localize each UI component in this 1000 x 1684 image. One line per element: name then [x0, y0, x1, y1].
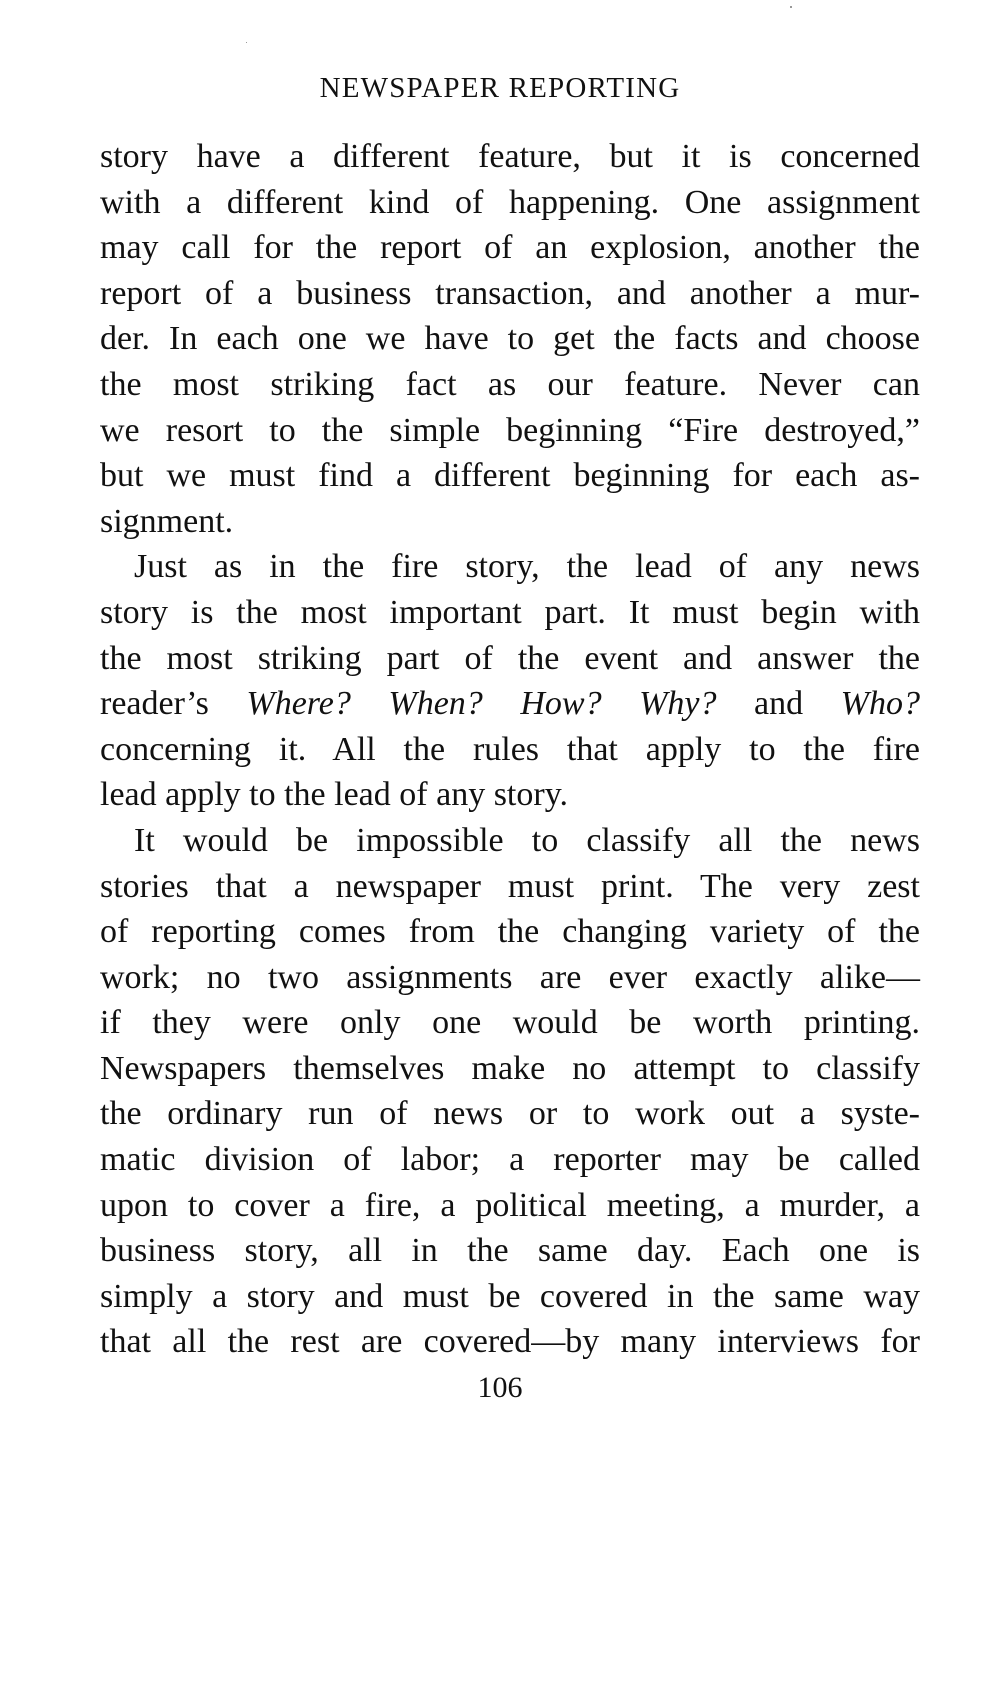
- text-line: business story, all in the same day. Each one is: [100, 1232, 920, 1270]
- text-line: but we must find a different beginning for each as-: [100, 457, 920, 495]
- italic-question-who: Who?: [840, 685, 920, 723]
- text-line: It would be impossible to classify all the news: [134, 821, 920, 859]
- text-line: the most striking part of the event and answer the: [100, 639, 920, 677]
- text-line: story have a different feature, but it is concerned: [100, 138, 920, 175]
- text-line: simply a story and must be covered in the same way: [100, 1277, 920, 1315]
- text-line: that all the rest are covered—by many interviews for: [100, 1323, 920, 1361]
- text-run: and: [716, 685, 841, 723]
- text-line-with-italics: [100, 681, 920, 727]
- text-line: signment.: [100, 502, 234, 540]
- text-line: if they were only one would be worth printing.: [100, 1004, 920, 1042]
- paper-speck: [790, 6, 792, 8]
- text-line: the most striking fact as our feature. Never can: [100, 365, 920, 403]
- text-line: may call for the report of an explosion, another the: [100, 229, 920, 267]
- paper-speck: [246, 42, 247, 43]
- text-line: Just as in the fire story, the lead of any news: [134, 548, 920, 586]
- text-line: Newspapers themselves make no attempt to classify: [100, 1049, 920, 1087]
- text-line: the ordinary run of news or to work out a syste-: [100, 1095, 920, 1133]
- text-line: upon to cover a fire, a political meeting, a murder, a: [100, 1186, 920, 1224]
- text-line: work; no two assignments are ever exactly alike—: [100, 958, 920, 996]
- text-run: reader’s: [100, 685, 247, 723]
- text-line: der. In each one we have to get the facts and choose: [100, 320, 920, 358]
- body-text: [100, 134, 920, 1365]
- text-line: with a different kind of happening. One assignment: [100, 183, 920, 221]
- text-line: of reporting comes from the changing variety of the: [100, 913, 920, 951]
- text-line: matic division of labor; a reporter may be called: [100, 1141, 920, 1179]
- text-line: concerning it. All the rules that apply to the fire: [100, 730, 920, 768]
- text-line: story is the most important part. It must begin with: [100, 593, 920, 631]
- text-line: we resort to the simple beginning “Fire destroyed,”: [100, 411, 920, 449]
- running-head: NEWSPAPER REPORTING: [319, 72, 681, 104]
- italic-questions: Where? When? How? Why?: [246, 685, 717, 723]
- text-line: report of a business transaction, and another a mur-: [100, 274, 920, 312]
- text-line: lead apply to the lead of any story.: [100, 776, 568, 814]
- text-line: stories that a newspaper must print. The very zest: [100, 867, 920, 905]
- page-number: 106: [477, 1371, 523, 1404]
